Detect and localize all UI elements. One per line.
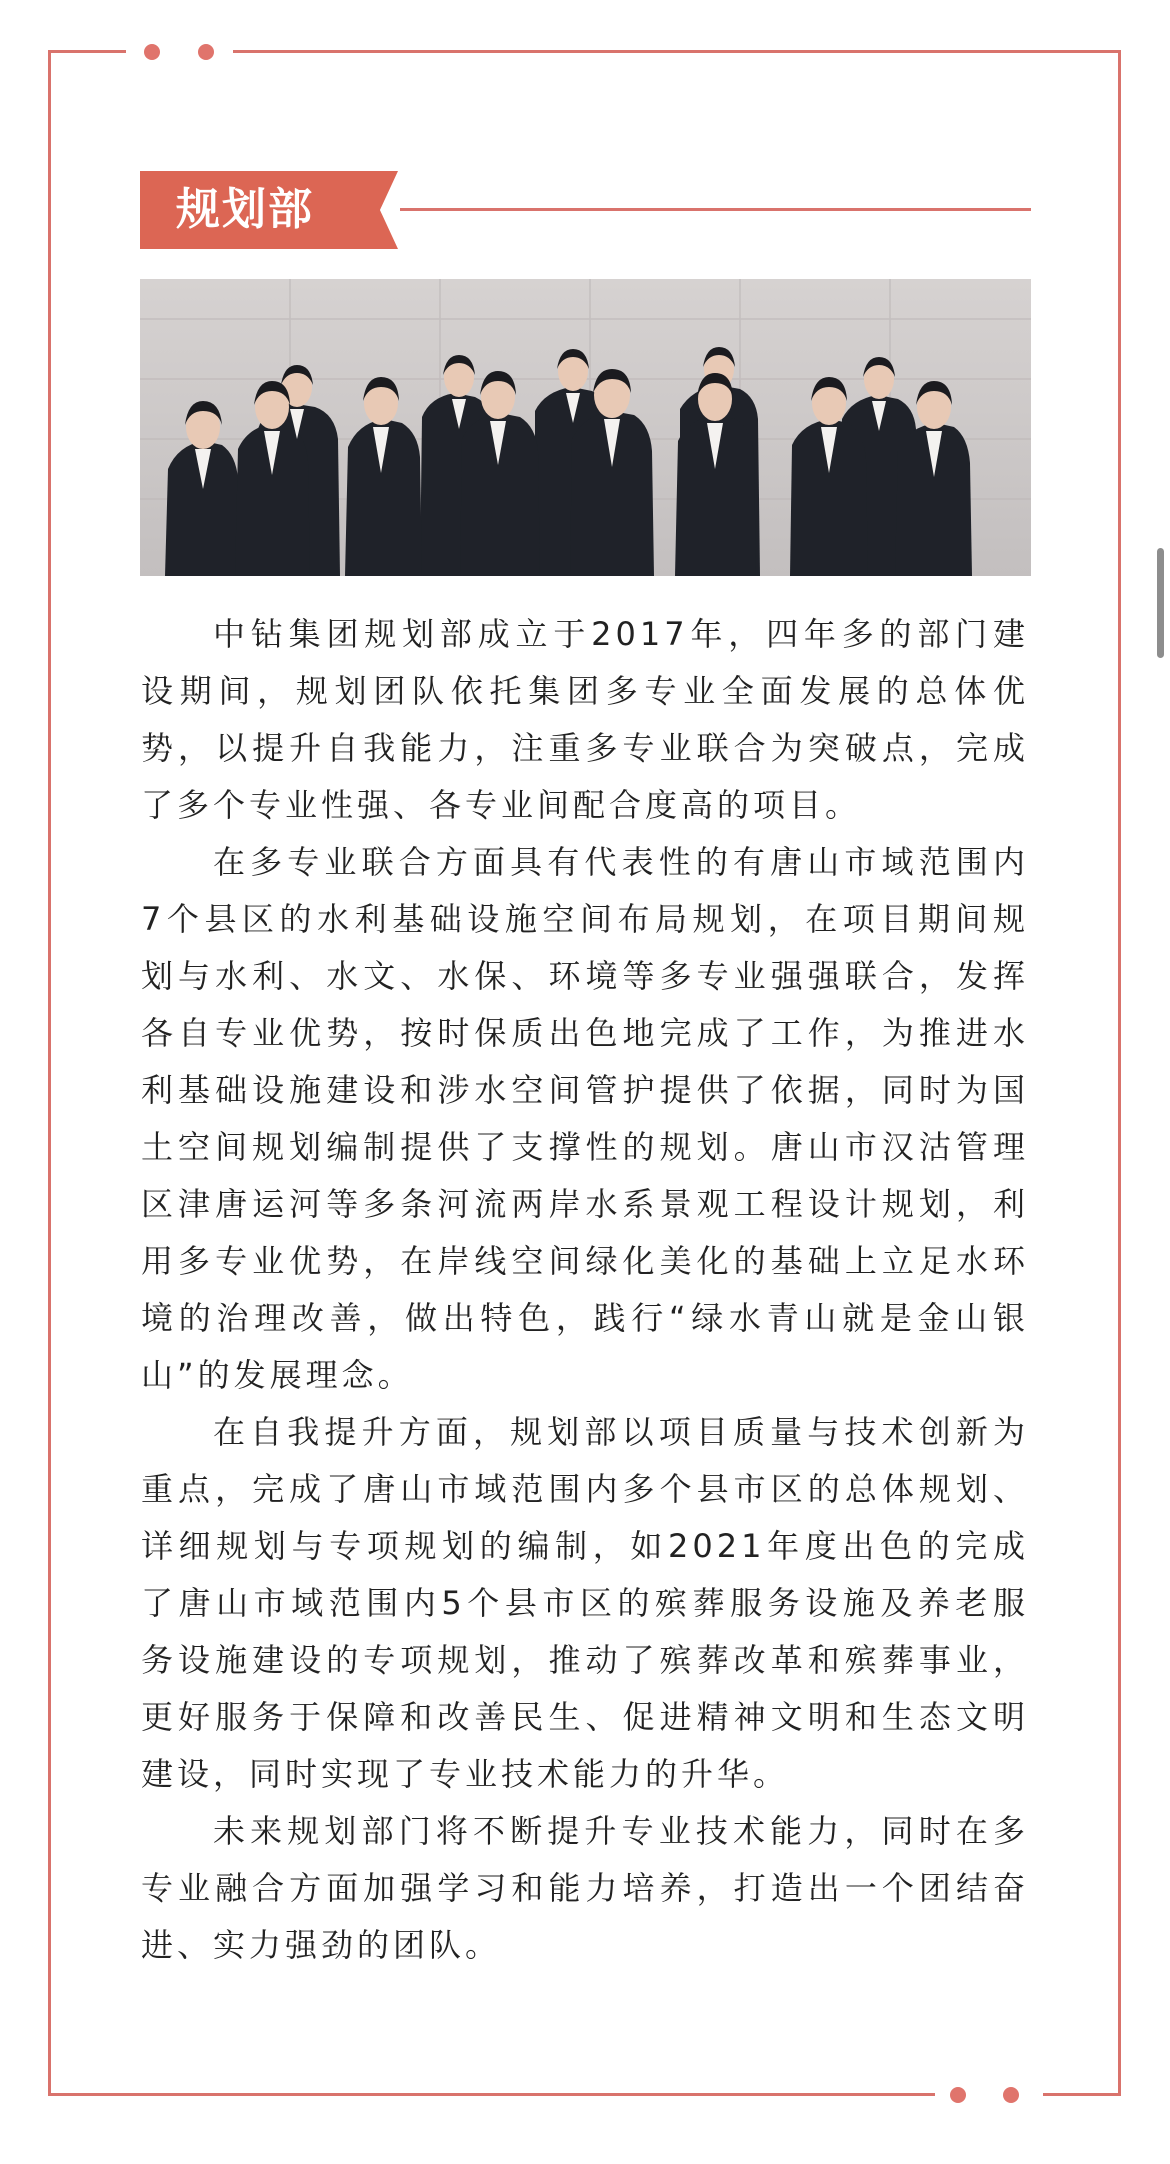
frame-top-left <box>48 50 126 53</box>
frame-bottom-right <box>1043 2093 1121 2096</box>
paragraph: 在自我提升方面，规划部以项目质量与技术创新为重点，完成了唐山市域范围内多个县市区的总体规划、详细规划与专项规划的编制，如2021年度出色的完成了唐山市域范围内5个县市区的殡葬服务设施及养老服务设施建设的专项规划，推动了殡葬改革和殡葬事业，更好服务于保障和改善民生、促进精神文明和生态文明建设，同时实现了专业技术能力的升华。 <box>141 1413 1029 1793</box>
decor-dot <box>144 44 160 60</box>
decor-dot <box>950 2087 966 2103</box>
team-photo-icon <box>140 279 1031 576</box>
frame-top-right <box>233 50 1121 53</box>
section-title: 规划部 <box>176 184 314 235</box>
frame-bottom-left <box>48 2093 935 2096</box>
paragraph: 未来规划部门将不断提升专业技术能力，同时在多专业融合方面加强学习和能力培养，打造出一个团结奋进、实力强劲的团队。 <box>141 1812 1029 1964</box>
frame-right <box>1118 50 1121 2096</box>
paragraph: 中钻集团规划部成立于2017年，四年多的部门建设期间，规划团队依托集团多专业全面发展的总体优势，以提升自我能力，注重多专业联合为突破点，完成了多个专业性强、各专业间配合度高的项目。 <box>141 615 1029 824</box>
scrollbar[interactable] <box>1157 548 1164 658</box>
paragraph: 在多专业联合方面具有代表性的有唐山市域范围内7个县区的水利基础设施空间布局规划，在项目期间规划与水利、水文、水保、环境等多专业强强联合，发挥各自专业优势，按时保质出色地完成了工作，为推进水利基础设施建设和涉水空间管护提供了依据，同时为国土空间规划编制提供了支撑性的规划。唐山市汉沽管理区津唐运河等多条河流两岸水系景观工程设计规划，利用多专业优势，在岸线空间绿化美化的基础上立足水环境的治理改善，做出特色，践行“绿水青山就是金山银山”的发展理念。 <box>141 843 1029 1394</box>
decor-dot <box>198 44 214 60</box>
decor-dot <box>1003 2087 1019 2103</box>
frame-left <box>48 50 51 2096</box>
team-photo <box>140 279 1031 576</box>
article-body <box>141 606 1029 1974</box>
title-divider <box>400 208 1031 211</box>
